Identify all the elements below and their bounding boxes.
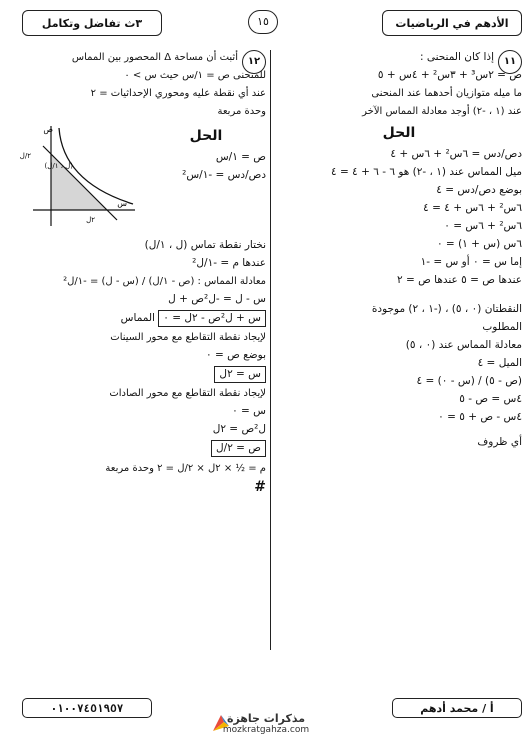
tangent-point-label: (ل ، ١/ل) bbox=[44, 162, 73, 170]
q12-step: نختار نقطة تماس (ل ، ١/ل) bbox=[144, 239, 266, 251]
footer-author: أ / محمد أدهم bbox=[392, 698, 522, 718]
q11-step: الميل = ٤ bbox=[477, 357, 522, 369]
tangent-equation-box: س + ل²ص - ٢ل = ٠ bbox=[158, 310, 266, 327]
q11-step: النقطتان (٠ ، ٥) ، (-١ ، ٢) موجودة bbox=[371, 303, 522, 315]
y-intercept-label: ٢/ل bbox=[19, 152, 31, 160]
column-divider bbox=[270, 50, 271, 650]
q11-solution-label: الحل bbox=[382, 125, 416, 141]
brand bbox=[196, 712, 336, 735]
q12-step: لإيجاد نقطة التقاطع مع محور السينات bbox=[110, 332, 266, 343]
q11-equation: ص = ٢س³ + ٣س² + ٤س + ٥ bbox=[377, 69, 522, 81]
q12-step: ل²ص = ٢ل bbox=[212, 423, 266, 435]
question-12 bbox=[19, 50, 266, 658]
q12-step: س = ٠ bbox=[232, 405, 266, 417]
question-number-11: ١١ bbox=[498, 50, 522, 74]
q12-step: دص/دس = -١/س² bbox=[182, 169, 266, 181]
q12-line3: عند أي نقطة عليه ومحوري الإحداثيات = ٢ bbox=[90, 88, 266, 99]
q12-step: ص = ١/س bbox=[215, 151, 266, 163]
q12-step: لإيجاد نقطة التقاطع مع محور الصادات bbox=[109, 388, 266, 399]
tangent-label: المماس bbox=[120, 312, 155, 324]
q12-step: عندها م = -١/ل² bbox=[192, 257, 266, 269]
q12-step: معادلة المماس : (ص - ١/ل) / (س - ل) = -١/ل² bbox=[63, 276, 266, 287]
q12-line4: وحدة مربعة bbox=[217, 106, 266, 117]
q11-step: (ص - ٥) / (س - ٠) = ٤ bbox=[416, 375, 522, 387]
q11-step: إما س = ٠ أو س = -١ bbox=[420, 256, 522, 268]
x-intercept-box: س = ٢ل bbox=[214, 366, 266, 383]
x-axis-label: س bbox=[117, 199, 127, 208]
header-series-title: الأدهم في الرياضيات bbox=[382, 10, 522, 36]
q11-step: ٦س² + ٦س = ٠ bbox=[444, 220, 522, 232]
q12-line1: أثبت أن مساحة Δ المحصور بين المماس bbox=[71, 52, 238, 63]
question-number-12: ١٢ bbox=[242, 50, 266, 74]
q11-step: ميل المماس عند (١ ، -٢) هو ٦ - ٦ + ٤ = ٤ bbox=[331, 166, 522, 178]
footer-phone: ٠١٠٠٧٤٥١٩٥٧ bbox=[22, 698, 152, 718]
q12-step: م = ½ × ٢ل × ٢/ل = ٢ وحدة مربعة bbox=[105, 463, 266, 474]
tangent-graph bbox=[19, 122, 139, 232]
x-intercept-label: ٢ل bbox=[86, 216, 95, 224]
q12-step: س - ل = -ل²ص + ل bbox=[168, 293, 266, 305]
y-intercept-box: ص = ٢/ل bbox=[211, 440, 266, 457]
q11-step: أي ظروف bbox=[477, 436, 522, 448]
q11-step: دص/دس = ٦س² + ٦س + ٤ bbox=[390, 148, 522, 160]
brand-url[interactable]: mozkratgahza.com bbox=[222, 725, 310, 735]
q11-step: ٤س = ص - ٥ bbox=[459, 393, 522, 405]
end-mark: # bbox=[254, 479, 266, 495]
brand-name: مذكرات جاهزة bbox=[226, 712, 306, 725]
q11-step: ٦س (س + ١) = ٠ bbox=[436, 238, 522, 250]
question-11 bbox=[276, 50, 522, 658]
q12-step: بوضع ص = ٠ bbox=[206, 349, 266, 361]
q11-step: ٤س - ص + ٥ = ٠ bbox=[438, 411, 522, 423]
q12-solution-label: الحل bbox=[189, 128, 223, 144]
q11-step: عندها ص = ٥ عندها ص = ٢ bbox=[397, 274, 522, 286]
q11-step: معادلة المماس عند (٠ ، ٥) bbox=[405, 339, 522, 351]
q11-step: المطلوب bbox=[482, 321, 522, 333]
q11-line1: ما ميله متوازيان أحدهما عند المنحنى bbox=[371, 88, 522, 99]
q11-step: ٦س² + ٦س + ٤ = ٤ bbox=[423, 202, 522, 214]
y-axis-label: ص bbox=[43, 125, 53, 134]
q11-step: بوضع دص/دس = ٤ bbox=[436, 184, 522, 196]
q11-title: إذا كان المنحنى : bbox=[419, 51, 494, 63]
page-number: ١٥ bbox=[248, 10, 278, 34]
q12-line2: للمنحنى ص = ١/س حيث س > ٠ bbox=[124, 70, 266, 81]
worksheet-page bbox=[8, 6, 522, 742]
q11-line2: عند (١ ، -٢) أوجد معادلة المماس الآخر bbox=[362, 106, 522, 117]
header-subject: ٣ث تفاضل وتكامل bbox=[22, 10, 162, 36]
graph-svg bbox=[19, 122, 139, 232]
